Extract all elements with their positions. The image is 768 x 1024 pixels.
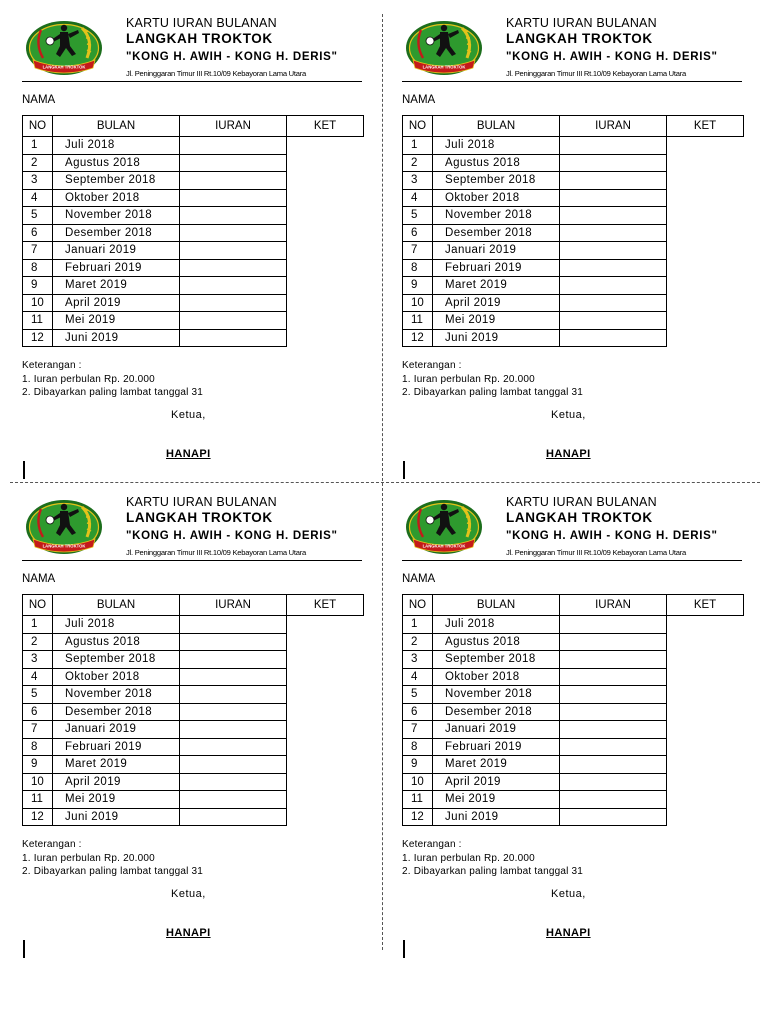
table-row	[403, 329, 744, 347]
cell-no: 8	[403, 738, 433, 756]
cell-no: 10	[403, 773, 433, 791]
dues-card	[22, 493, 382, 963]
ketua-signature-name: HANAPI	[166, 448, 211, 460]
nama-label: NAMA	[402, 573, 436, 585]
card-kicker: KARTU IURAN BULANAN	[506, 495, 657, 509]
table-row	[23, 738, 364, 756]
cell-bulan: November 2018	[53, 207, 180, 225]
header-divider	[402, 81, 742, 82]
cell-no: 5	[403, 686, 433, 704]
cell-no: 9	[403, 277, 433, 295]
club-crest-logo-icon	[404, 18, 484, 80]
club-address: Jl. Peninggaran Timur III Rt.10/09 Kebayoran Lama Utara	[126, 69, 306, 78]
col-header-no: NO	[23, 595, 53, 616]
cell-iuran	[180, 329, 287, 347]
keterangan-block	[22, 359, 203, 400]
cell-iuran	[560, 703, 667, 721]
table-header-row	[23, 595, 364, 616]
cell-no: 1	[403, 137, 433, 155]
table-row	[403, 616, 744, 634]
cell-iuran	[560, 329, 667, 347]
col-header-no: NO	[403, 595, 433, 616]
cell-iuran	[560, 756, 667, 774]
ketua-label: Ketua,	[551, 409, 586, 421]
keterangan-block	[402, 838, 583, 879]
table-row	[23, 633, 364, 651]
keterangan-item: 1. Iuran perbulan Rp. 20.000	[402, 852, 535, 864]
col-header-iuran: IURAN	[180, 116, 287, 137]
dues-card	[402, 493, 762, 963]
patron-names: "KONG H. AWIH - KONG H. DERIS"	[126, 51, 338, 63]
patron-names: "KONG H. AWIH - KONG H. DERIS"	[506, 51, 718, 63]
table-row	[403, 172, 744, 190]
cell-bulan: Maret 2019	[433, 756, 560, 774]
cell-no: 1	[23, 137, 53, 155]
cell-iuran	[560, 242, 667, 260]
cell-iuran	[560, 137, 667, 155]
cell-no: 6	[403, 224, 433, 242]
table-row	[403, 242, 744, 260]
cell-iuran	[180, 686, 287, 704]
cell-bulan: Juli 2018	[433, 137, 560, 155]
cell-no: 7	[23, 242, 53, 260]
cell-iuran	[560, 738, 667, 756]
keterangan-item: 2. Dibayarkan paling lambat tanggal 31	[402, 866, 584, 877]
col-header-no: NO	[23, 116, 53, 137]
cell-no: 8	[403, 259, 433, 277]
cell-no: 11	[403, 791, 433, 809]
cell-bulan: Juli 2018	[53, 137, 180, 155]
cell-iuran	[560, 773, 667, 791]
cell-no: 1	[23, 616, 53, 634]
cell-iuran	[180, 616, 287, 634]
cell-bulan: September 2018	[433, 172, 560, 190]
cell-iuran	[560, 277, 667, 295]
cell-bulan: Agustus 2018	[53, 633, 180, 651]
cell-iuran	[560, 721, 667, 739]
cell-bulan: Februari 2019	[433, 738, 560, 756]
cell-no: 12	[403, 808, 433, 826]
dues-table	[22, 115, 364, 347]
cell-no: 2	[403, 154, 433, 172]
cell-bulan: Januari 2019	[53, 242, 180, 260]
table-row	[403, 668, 744, 686]
cell-bulan: Mei 2019	[53, 791, 180, 809]
table-row	[23, 808, 364, 826]
col-header-iuran: IURAN	[560, 116, 667, 137]
keterangan-title: Keterangan :	[402, 839, 462, 850]
table-row	[403, 651, 744, 669]
table-row	[403, 756, 744, 774]
cell-no: 6	[23, 224, 53, 242]
cell-bulan: Januari 2019	[433, 242, 560, 260]
cell-bulan: Desember 2018	[433, 703, 560, 721]
table-row	[23, 137, 364, 155]
cell-bulan: Juni 2019	[433, 329, 560, 347]
cell-bulan: April 2019	[53, 773, 180, 791]
cell-no: 4	[403, 189, 433, 207]
cell-iuran	[180, 312, 287, 330]
nama-label: NAMA	[402, 94, 436, 106]
table-row	[403, 312, 744, 330]
cell-iuran	[180, 756, 287, 774]
cell-bulan: Juni 2019	[53, 808, 180, 826]
col-header-ket: KET	[287, 595, 364, 616]
cell-bulan: November 2018	[433, 686, 560, 704]
cell-no: 4	[403, 668, 433, 686]
keterangan-item: 2. Dibayarkan paling lambat tanggal 31	[22, 387, 204, 398]
cell-no: 9	[23, 756, 53, 774]
nama-label: NAMA	[22, 573, 56, 585]
cell-bulan: April 2019	[433, 294, 560, 312]
cell-iuran	[560, 207, 667, 225]
cell-no: 10	[23, 294, 53, 312]
cell-iuran	[560, 633, 667, 651]
club-title: LANGKAH TROKTOK	[506, 510, 653, 525]
cell-no: 1	[403, 616, 433, 634]
table-row	[23, 686, 364, 704]
table-row	[403, 137, 744, 155]
table-row	[403, 738, 744, 756]
cell-iuran	[560, 189, 667, 207]
cell-bulan: Februari 2019	[433, 259, 560, 277]
keterangan-item: 1. Iuran perbulan Rp. 20.000	[402, 373, 535, 385]
cell-iuran	[180, 808, 287, 826]
cell-iuran	[180, 259, 287, 277]
club-title: LANGKAH TROKTOK	[126, 510, 273, 525]
cell-iuran	[180, 137, 287, 155]
ketua-label: Ketua,	[171, 409, 206, 421]
header-divider	[402, 560, 742, 561]
logo-ribbon-text: LANGKAH TROKTOK	[422, 64, 466, 70]
cell-bulan: Agustus 2018	[433, 154, 560, 172]
cell-iuran	[180, 721, 287, 739]
cell-bulan: Agustus 2018	[53, 154, 180, 172]
cell-bulan: Februari 2019	[53, 259, 180, 277]
table-row	[403, 259, 744, 277]
cell-iuran	[180, 207, 287, 225]
cell-bulan: Oktober 2018	[433, 189, 560, 207]
club-title: LANGKAH TROKTOK	[126, 31, 273, 46]
cell-iuran	[180, 668, 287, 686]
cell-iuran	[180, 294, 287, 312]
logo-ribbon-text: LANGKAH TROKTOK	[42, 543, 86, 549]
keterangan-item: 1. Iuran perbulan Rp. 20.000	[22, 852, 155, 864]
cell-no: 4	[23, 189, 53, 207]
cell-no: 2	[23, 633, 53, 651]
cell-iuran	[180, 277, 287, 295]
club-title: LANGKAH TROKTOK	[506, 31, 653, 46]
cell-bulan: September 2018	[433, 651, 560, 669]
cell-iuran	[180, 242, 287, 260]
cell-no: 8	[23, 738, 53, 756]
cell-no: 9	[403, 756, 433, 774]
cell-bulan: Desember 2018	[433, 224, 560, 242]
table-row	[23, 668, 364, 686]
keterangan-title: Keterangan :	[22, 360, 82, 371]
cell-iuran	[180, 172, 287, 190]
table-row	[23, 224, 364, 242]
cell-no: 10	[403, 294, 433, 312]
cell-iuran	[560, 172, 667, 190]
cell-no: 7	[23, 721, 53, 739]
table-header-row	[23, 116, 364, 137]
keterangan-item: 1. Iuran perbulan Rp. 20.000	[22, 373, 155, 385]
cell-bulan: November 2018	[53, 686, 180, 704]
cell-no: 5	[23, 686, 53, 704]
cell-bulan: Mei 2019	[433, 312, 560, 330]
cell-bulan: Mei 2019	[53, 312, 180, 330]
table-row	[23, 189, 364, 207]
table-row	[403, 686, 744, 704]
keterangan-title: Keterangan :	[22, 839, 82, 850]
table-row	[403, 791, 744, 809]
club-crest-logo-icon	[24, 497, 104, 559]
cell-iuran	[560, 294, 667, 312]
ketua-signature-name: HANAPI	[546, 927, 591, 939]
table-row	[23, 154, 364, 172]
col-header-iuran: IURAN	[180, 595, 287, 616]
col-header-bulan: BULAN	[433, 595, 560, 616]
keterangan-item: 2. Dibayarkan paling lambat tanggal 31	[22, 866, 204, 877]
table-row	[403, 294, 744, 312]
cell-no: 3	[23, 651, 53, 669]
col-header-ket: KET	[287, 116, 364, 137]
table-row	[403, 703, 744, 721]
logo-ribbon-text: LANGKAH TROKTOK	[422, 543, 466, 549]
cell-iuran	[560, 154, 667, 172]
table-row	[23, 172, 364, 190]
cell-no: 10	[23, 773, 53, 791]
cell-bulan: Oktober 2018	[433, 668, 560, 686]
table-row	[403, 224, 744, 242]
cell-no: 5	[403, 207, 433, 225]
cell-bulan: April 2019	[433, 773, 560, 791]
table-row	[403, 154, 744, 172]
cell-ket	[403, 940, 405, 959]
nama-label: NAMA	[22, 94, 56, 106]
header-divider	[22, 560, 362, 561]
table-row	[23, 616, 364, 634]
col-header-bulan: BULAN	[53, 116, 180, 137]
cell-no: 12	[403, 329, 433, 347]
table-row	[23, 703, 364, 721]
table-row	[403, 633, 744, 651]
table-row	[23, 242, 364, 260]
cell-no: 6	[23, 703, 53, 721]
club-crest-logo-icon	[24, 18, 104, 80]
table-row	[23, 259, 364, 277]
cell-no: 12	[23, 329, 53, 347]
dues-card	[402, 14, 762, 484]
cell-no: 5	[23, 207, 53, 225]
table-row	[23, 721, 364, 739]
cell-iuran	[180, 703, 287, 721]
cell-no: 11	[23, 312, 53, 330]
table-row	[403, 277, 744, 295]
cell-iuran	[560, 791, 667, 809]
cell-no: 6	[403, 703, 433, 721]
table-row	[23, 312, 364, 330]
cell-bulan: Juni 2019	[53, 329, 180, 347]
col-header-bulan: BULAN	[433, 116, 560, 137]
cell-bulan: Desember 2018	[53, 224, 180, 242]
club-address: Jl. Peninggaran Timur III Rt.10/09 Kebayoran Lama Utara	[506, 69, 686, 78]
club-crest-logo-icon	[404, 497, 484, 559]
table-row	[23, 207, 364, 225]
cell-no: 2	[403, 633, 433, 651]
col-header-no: NO	[403, 116, 433, 137]
table-row	[23, 651, 364, 669]
dues-card	[22, 14, 382, 484]
cell-bulan: Juli 2018	[433, 616, 560, 634]
card-kicker: KARTU IURAN BULANAN	[126, 495, 277, 509]
cell-no: 2	[23, 154, 53, 172]
keterangan-title: Keterangan :	[402, 360, 462, 371]
card-kicker: KARTU IURAN BULANAN	[126, 16, 277, 30]
cell-iuran	[180, 189, 287, 207]
club-address: Jl. Peninggaran Timur III Rt.10/09 Kebayoran Lama Utara	[126, 548, 306, 557]
cell-bulan: November 2018	[433, 207, 560, 225]
keterangan-block	[22, 838, 203, 879]
table-row	[23, 329, 364, 347]
cell-iuran	[560, 259, 667, 277]
table-row	[403, 808, 744, 826]
cell-no: 9	[23, 277, 53, 295]
dues-table	[22, 594, 364, 826]
cell-bulan: Februari 2019	[53, 738, 180, 756]
table-row	[23, 277, 364, 295]
cell-ket	[403, 461, 405, 480]
cell-iuran	[560, 312, 667, 330]
cell-iuran	[180, 651, 287, 669]
table-row	[403, 189, 744, 207]
cell-no: 11	[403, 312, 433, 330]
cell-iuran	[180, 738, 287, 756]
cell-no: 3	[23, 172, 53, 190]
cell-bulan: Januari 2019	[53, 721, 180, 739]
table-row	[23, 791, 364, 809]
cell-bulan: Maret 2019	[53, 756, 180, 774]
ketua-signature-name: HANAPI	[546, 448, 591, 460]
ketua-label: Ketua,	[551, 888, 586, 900]
cell-ket	[23, 461, 25, 480]
cell-bulan: Juli 2018	[53, 616, 180, 634]
cell-no: 4	[23, 668, 53, 686]
cell-iuran	[180, 633, 287, 651]
cell-no: 3	[403, 172, 433, 190]
card-kicker: KARTU IURAN BULANAN	[506, 16, 657, 30]
cell-iuran	[180, 224, 287, 242]
cell-bulan: Oktober 2018	[53, 668, 180, 686]
cell-bulan: Januari 2019	[433, 721, 560, 739]
cell-no: 7	[403, 242, 433, 260]
cell-no: 3	[403, 651, 433, 669]
dues-table	[402, 115, 744, 347]
cell-no: 7	[403, 721, 433, 739]
cell-iuran	[560, 616, 667, 634]
ketua-signature-name: HANAPI	[166, 927, 211, 939]
cell-bulan: Mei 2019	[433, 791, 560, 809]
logo-ribbon-text: LANGKAH TROKTOK	[42, 64, 86, 70]
cell-iuran	[180, 154, 287, 172]
cell-bulan: Maret 2019	[433, 277, 560, 295]
table-row	[403, 207, 744, 225]
col-header-ket: KET	[667, 116, 744, 137]
table-row	[23, 773, 364, 791]
cell-iuran	[560, 668, 667, 686]
cell-iuran	[180, 773, 287, 791]
table-header-row	[403, 116, 744, 137]
cell-iuran	[560, 651, 667, 669]
table-row	[23, 756, 364, 774]
table-header-row	[403, 595, 744, 616]
keterangan-item: 2. Dibayarkan paling lambat tanggal 31	[402, 387, 584, 398]
cell-iuran	[180, 791, 287, 809]
col-header-iuran: IURAN	[560, 595, 667, 616]
header-divider	[22, 81, 362, 82]
cell-iuran	[560, 808, 667, 826]
cell-no: 12	[23, 808, 53, 826]
cell-bulan: Agustus 2018	[433, 633, 560, 651]
cell-iuran	[560, 686, 667, 704]
patron-names: "KONG H. AWIH - KONG H. DERIS"	[126, 530, 338, 542]
table-row	[23, 294, 364, 312]
cell-bulan: Desember 2018	[53, 703, 180, 721]
patron-names: "KONG H. AWIH - KONG H. DERIS"	[506, 530, 718, 542]
keterangan-block	[402, 359, 583, 400]
ketua-label: Ketua,	[171, 888, 206, 900]
cell-bulan: September 2018	[53, 172, 180, 190]
cell-bulan: Maret 2019	[53, 277, 180, 295]
table-row	[403, 721, 744, 739]
table-row	[403, 773, 744, 791]
cell-bulan: Juni 2019	[433, 808, 560, 826]
cell-no: 11	[23, 791, 53, 809]
cell-ket	[23, 940, 25, 959]
cell-bulan: September 2018	[53, 651, 180, 669]
cell-bulan: April 2019	[53, 294, 180, 312]
club-address: Jl. Peninggaran Timur III Rt.10/09 Kebayoran Lama Utara	[506, 548, 686, 557]
col-header-bulan: BULAN	[53, 595, 180, 616]
cell-no: 8	[23, 259, 53, 277]
cell-bulan: Oktober 2018	[53, 189, 180, 207]
cell-iuran	[560, 224, 667, 242]
dues-table	[402, 594, 744, 826]
col-header-ket: KET	[667, 595, 744, 616]
